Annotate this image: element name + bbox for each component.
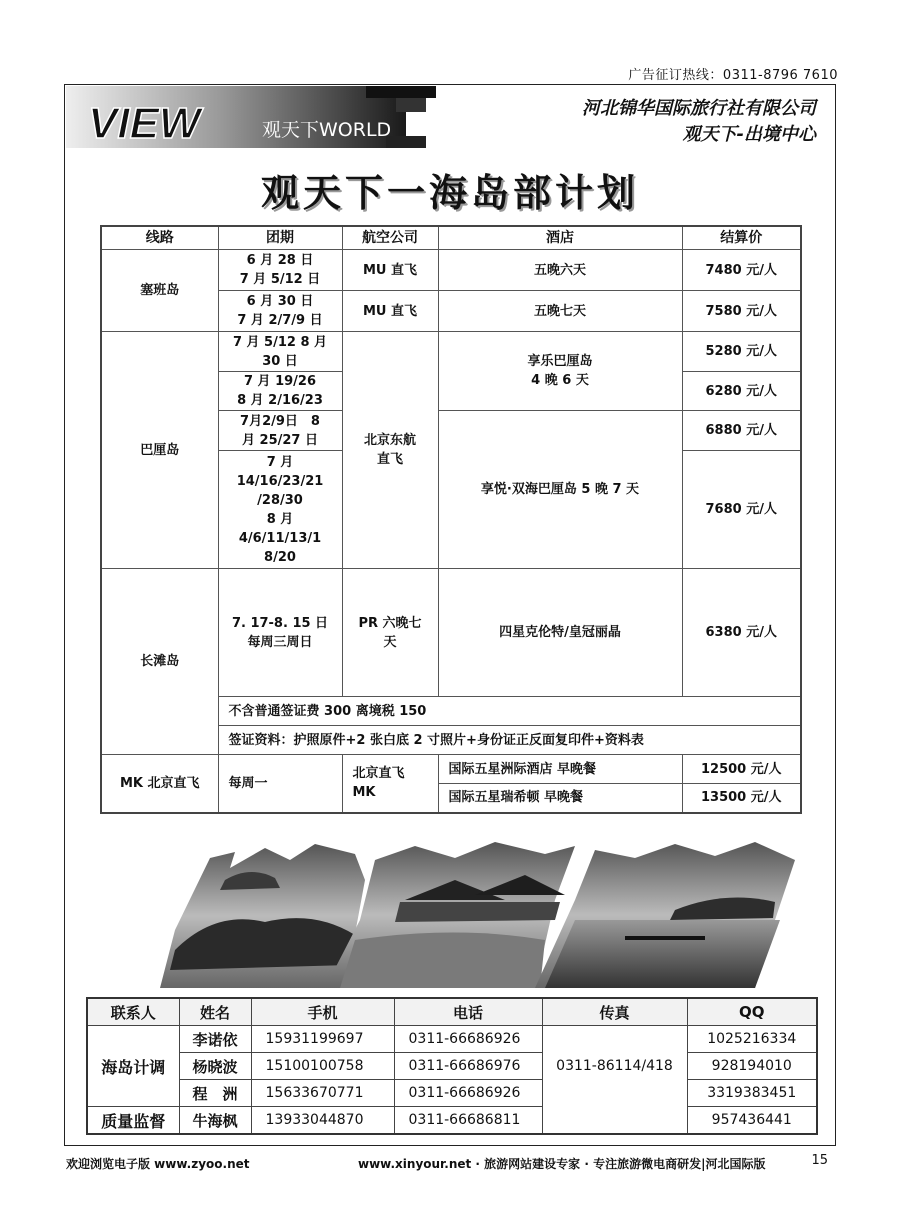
contact-header-row [87,998,817,1026]
hotel-cell: 享悦·双海巴厘岛 5 晚 7 天 [438,411,682,569]
hotel-cell: 享乐巴厘岛 4 晚 6 天 [438,332,682,411]
contact-table [86,997,818,1135]
header-phone: 电话 [394,998,542,1026]
contact-mobile[interactable]: 15100100758 [251,1053,394,1080]
tour-plan-table [100,225,802,814]
price-cell: 6280 元/人 [682,372,801,411]
route-saipan: 塞班岛 [101,250,218,332]
dates-cell: 7. 17-8. 15 日 每周三周日 [218,569,342,697]
contact-name: 程 洲 [179,1080,251,1107]
header-name: 姓名 [179,998,251,1026]
hotel-cell: 国际五星瑞希顿 早晚餐 [438,784,682,813]
contact-qq: 1025216334 [687,1026,817,1053]
header-hotel: 酒店 [438,226,682,250]
group-island-ops: 海岛计调 [87,1026,179,1107]
airline-cell: 北京东航 直飞 [342,332,438,569]
contact-phone[interactable]: 0311-66686976 [394,1053,542,1080]
company-dept: 观天下-出境中心 [682,124,816,145]
table-row [101,250,801,291]
contact-phone[interactable]: 0311-66686926 [394,1026,542,1053]
table-row [87,1080,817,1107]
contact-qq: 928194010 [687,1053,817,1080]
visa-note: 签证资料：护照原件+2 张白底 2 寸照片+身份证正反面复印件+资料表 [218,726,801,755]
route-mk: MK 北京直飞 [101,755,218,813]
footer-left-link[interactable]: 欢迎浏览电子版 www.zyoo.net [66,1157,250,1171]
dates-cell: 每周一 [218,755,342,813]
route-bali: 巴厘岛 [101,332,218,569]
hotel-cell: 国际五星洲际酒店 早晚餐 [438,755,682,784]
price-cell: 7480 元/人 [682,250,801,291]
page-number: 15 [811,1153,828,1168]
group-quality: 质量监督 [87,1107,179,1135]
price-cell: 6880 元/人 [682,411,801,451]
company-name: 河北锦华国际旅行社有限公司 [582,98,816,119]
price-cell: 7680 元/人 [682,451,801,569]
page-title: 观天下一海岛部计划 [260,171,639,215]
island-photo-collage [155,840,805,988]
contact-name: 牛海枫 [179,1107,251,1135]
hotel-cell: 五晚七天 [438,291,682,332]
dates-cell: 6 月 28 日 7 月 5/12 日 [218,250,342,291]
view-world-logo [66,86,436,148]
airline-cell: MU 直飞 [342,291,438,332]
contact-mobile[interactable]: 15633670771 [251,1080,394,1107]
ad-hotline: 广告征订热线：0311-8796 7610 [628,68,838,83]
company-block [582,96,816,148]
table-row [101,755,801,784]
header-airline: 航空公司 [342,226,438,250]
fee-note: 不含普通签证费 300 离境税 150 [218,697,801,726]
airline-cell: PR 六晚七 天 [342,569,438,697]
header-route: 线路 [101,226,218,250]
hotel-cell: 五晚六天 [438,250,682,291]
contact-mobile[interactable]: 15931199697 [251,1026,394,1053]
header-dates: 团期 [218,226,342,250]
header-price: 结算价 [682,226,801,250]
price-cell: 13500 元/人 [682,784,801,813]
contact-phone[interactable]: 0311-66686811 [394,1107,542,1135]
dates-cell: 7月2/9日 8 月 25/27 日 [218,411,342,451]
table-row [87,1107,817,1135]
contact-fax: 0311-86114/418 [542,1026,687,1135]
contact-mobile[interactable]: 13933044870 [251,1107,394,1135]
dates-cell: 7 月 5/12 8 月 30 日 [218,332,342,372]
price-cell: 7580 元/人 [682,291,801,332]
price-cell: 6380 元/人 [682,569,801,697]
contact-qq: 3319383451 [687,1080,817,1107]
svg-text:VIEW: VIEW [88,99,201,148]
dates-cell: 7 月 14/16/23/21 /28/30 8 月 4/6/11/13/1 8/20 [218,451,342,569]
contact-name: 李诺依 [179,1026,251,1053]
table-row [101,569,801,697]
contact-name: 杨晓波 [179,1053,251,1080]
contact-phone[interactable]: 0311-66686926 [394,1080,542,1107]
footer-right-link[interactable]: www.xinyour.net · 旅游网站建设专家 · 专注旅游微电商研发|河北国际版 [358,1157,766,1171]
airline-cell: MU 直飞 [342,250,438,291]
header-contact: 联系人 [87,998,179,1026]
hotel-cell: 四星克伦特/皇冠丽晶 [438,569,682,697]
route-boracay: 长滩岛 [101,569,218,755]
plan-header-row [101,226,801,250]
airline-cell: 北京直飞 MK [342,755,438,813]
header-mobile: 手机 [251,998,394,1026]
price-cell: 12500 元/人 [682,755,801,784]
svg-text:观天下WORLD: 观天下WORLD [262,119,392,141]
price-cell: 5280 元/人 [682,332,801,372]
contact-qq: 957436441 [687,1107,817,1135]
header-fax: 传真 [542,998,687,1026]
table-row [101,332,801,372]
header-qq: QQ [687,998,817,1026]
table-row [87,1026,817,1053]
dates-cell: 7 月 19/26 8 月 2/16/23 [218,372,342,411]
dates-cell: 6 月 30 日 7 月 2/7/9 日 [218,291,342,332]
table-row [87,1053,817,1080]
